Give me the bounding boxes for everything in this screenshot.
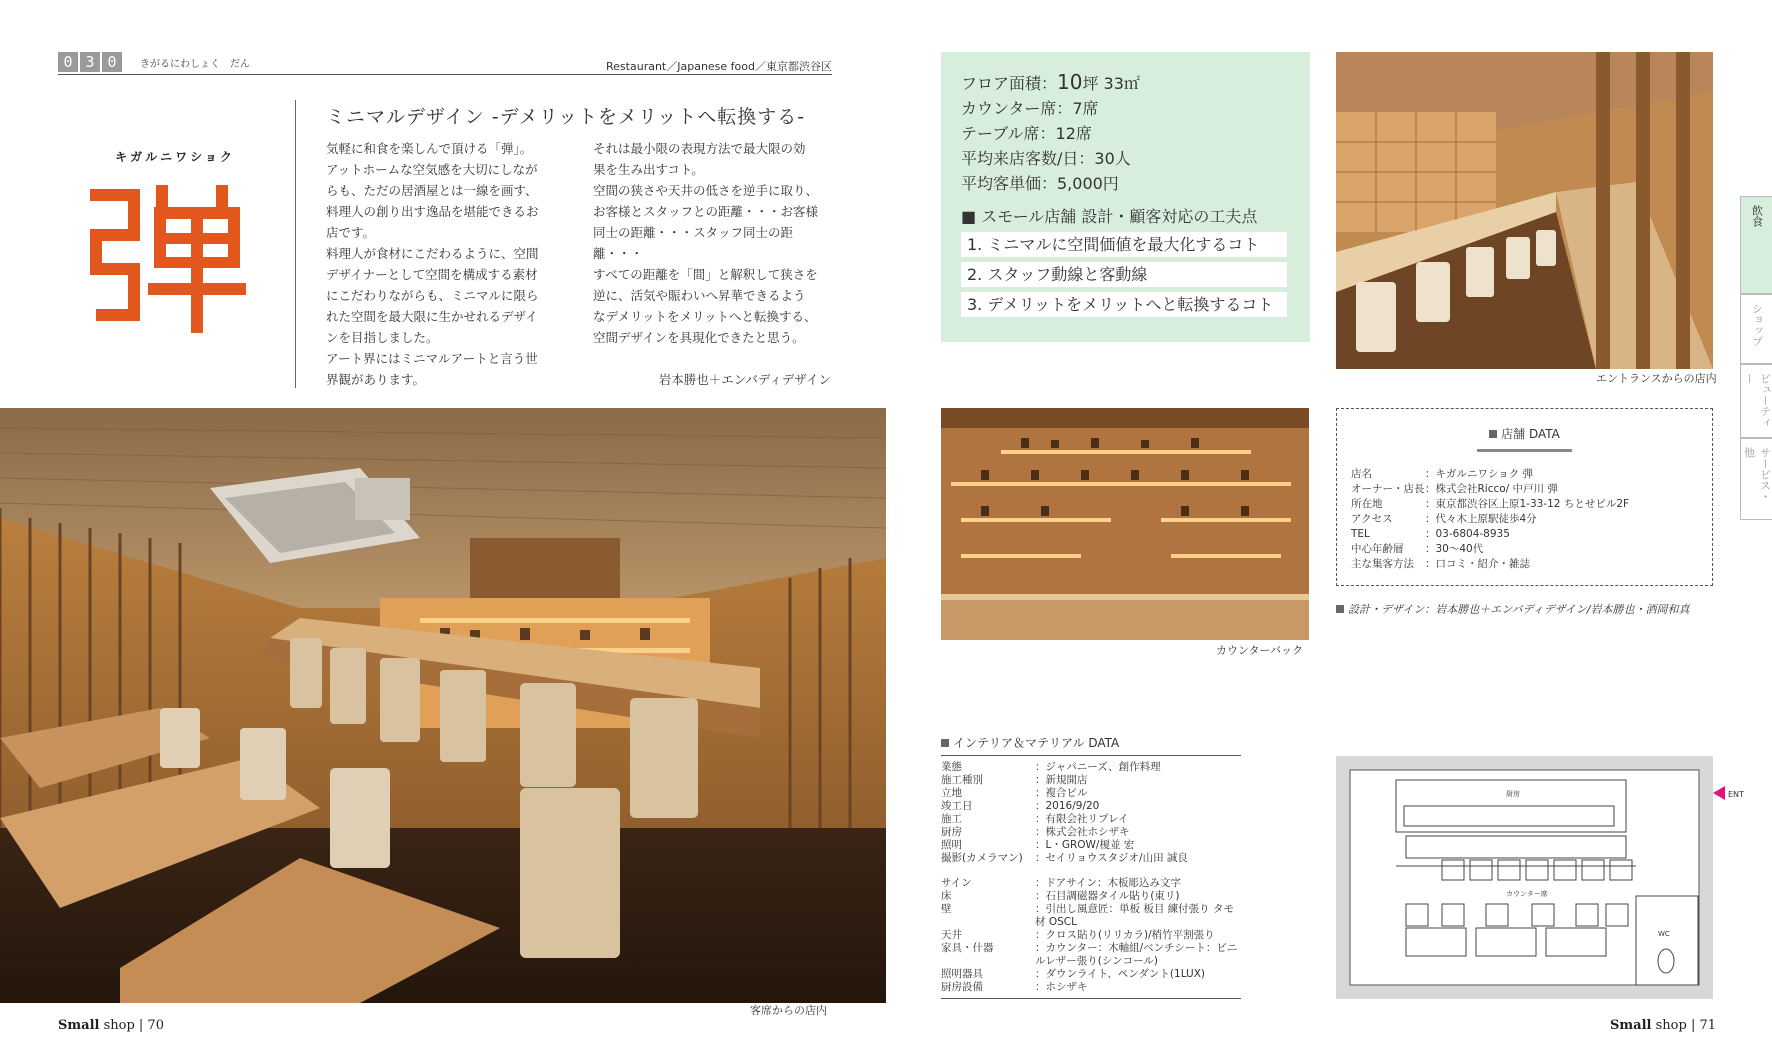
row-value: ：03-6804-8935 [1425, 528, 1510, 540]
row-key: アクセス [1351, 513, 1393, 525]
article-author: 岩本勝也＋エンバディデザイン [658, 372, 831, 387]
row-spacer [941, 865, 1241, 877]
row-key: 中心年齢層 [1351, 543, 1404, 555]
article-line: アットホームな空気感を大切にしなが [326, 162, 538, 177]
shop-data-row [1351, 527, 1629, 542]
row-key: 厨房設備 [941, 981, 983, 993]
shop-data-row [1351, 482, 1629, 497]
article-line: ンを目指しました。 [326, 330, 439, 345]
row-key: 主な集客方法 [1351, 558, 1414, 570]
article-line: らも、ただの居酒屋とは一線を画す、 [326, 183, 538, 198]
row-value: ：カウンター：木軸組/ベンチシート：ビニルレザー張り(シンコール) [1035, 942, 1238, 967]
spec-line: カウンター席：7席 [961, 99, 1099, 118]
spec-heading: ■ スモール店舗 設計・顧客対応の工夫点 [961, 207, 1258, 226]
row-value: ：有限会社リプレイ [1035, 813, 1129, 825]
interior-photo-entrance [1336, 52, 1713, 369]
row-value: ：セイリョウスタジオ/山田 誠良 [1035, 852, 1188, 864]
footer-page: shop | 71 [1651, 1018, 1716, 1033]
row-key: オーナー・店長 [1351, 483, 1425, 495]
article-column-1 [326, 138, 571, 390]
section-tabs [1740, 196, 1772, 520]
row-value: ：クロス貼り(リリカラ)/梢竹平割張り [1035, 929, 1215, 941]
interior-row [941, 942, 1241, 968]
spec-point: 3. デメリットをメリットへと転換するコト [961, 292, 1287, 317]
row-key: 厨房 [941, 826, 962, 838]
article-line: 界観があります。 [326, 372, 426, 387]
floor-plan [1336, 756, 1713, 999]
row-value: ：新規開店 [1035, 774, 1088, 786]
row-value: ：30〜40代 [1425, 543, 1484, 555]
footer-page: shop | 70 [99, 1018, 164, 1033]
tab-shop[interactable]: ショップ [1740, 294, 1772, 364]
article-line: 料理人が食材にこだわるように、空間 [326, 246, 539, 261]
row-key: TEL [1351, 528, 1370, 540]
article-line: 空間の狭さや天井の低さを逆手に取り、 [593, 183, 819, 198]
plan-counter-label: カウンター席 [1506, 890, 1548, 898]
row-value: ：株式会社Ricco/ 中戸川 弾 [1425, 483, 1558, 495]
row-value: ：2016/9/20 [1035, 800, 1100, 812]
row-key: 照明 [941, 839, 962, 851]
interior-row [941, 774, 1241, 787]
tab-beauty[interactable]: ビューティー [1740, 364, 1772, 438]
shop-data-title: 店舗 DATA [1337, 425, 1712, 442]
row-value: ：東京都渋谷区上原1-33-12 ちとせビル2F [1425, 498, 1630, 510]
plan-wc-label: WC [1658, 930, 1670, 938]
article-line: 逆に、活気や賑わいへ昇華できるよう [593, 288, 806, 303]
floor-area-unit: 坪 33㎡ [1082, 74, 1140, 93]
caption-counter: カウンターバック [1216, 644, 1304, 657]
row-value: ：株式会社ホシザキ [1035, 826, 1130, 838]
interior-data-title: インテリア＆マテリアル DATA [941, 734, 1241, 756]
shop-data-row [1351, 557, 1629, 572]
footer-right [1610, 1018, 1716, 1033]
interior-row [941, 813, 1241, 826]
interior-row [941, 787, 1241, 800]
footer-left [58, 1018, 164, 1033]
interior-row [941, 852, 1241, 865]
row-value: ：ジャパニーズ、創作料理 [1035, 761, 1161, 773]
footer-brand: Small [1610, 1018, 1652, 1033]
article-line: すべての距離を「間」と解釈して狭さを [593, 267, 818, 282]
row-key: 壁 [941, 903, 952, 915]
shop-data-box [1336, 408, 1713, 586]
shop-data-row [1351, 497, 1629, 512]
article-column-2 [593, 138, 838, 348]
interior-row [941, 826, 1241, 839]
row-key: 竣工日 [941, 800, 973, 812]
entrance-label: ENT [1728, 790, 1744, 799]
row-value: ：口コミ・紹介・雑誌 [1425, 558, 1530, 570]
counter-back-illustration [941, 408, 1309, 640]
shop-name-kana: きがるにわしょく だん [140, 59, 250, 70]
spec-line: 平均来店客数/日：30人 [961, 149, 1131, 168]
article-line: れた空間を最大限に生かせれるデザイ [326, 309, 538, 324]
article-line: 同士の距離・・・スタッフ同士の距離・・・ [593, 225, 794, 261]
interior-row [941, 903, 1241, 929]
caption-entrance: エントランスからの店内 [1596, 372, 1717, 385]
interior-row [941, 968, 1241, 981]
design-credit: 設計・デザイン：岩本勝也＋エンバディデザイン/岩本勝也・酒岡和真 [1336, 601, 1690, 617]
article-line: 気軽に和食を楽しんで頂ける「弾」。 [326, 141, 533, 156]
row-key: 家具・什器 [941, 942, 994, 954]
row-value: ：キガルニワショク 弾 [1425, 468, 1534, 480]
footer-brand: Small [58, 1018, 100, 1033]
page-digit: 0 [58, 52, 78, 72]
header-divider [58, 74, 832, 75]
spec-point: 1. ミニマルに空間価値を最大化するコト [961, 232, 1287, 257]
interior-row [941, 877, 1241, 890]
floor-area-label: フロア面積： [961, 74, 1058, 93]
entrance-arrow-icon [1713, 786, 1753, 800]
row-key: 施工 [941, 813, 962, 825]
logo-kana: キガルニワショク [115, 150, 235, 164]
article-line: にこだわりながらも、ミニマルに限ら [326, 288, 539, 303]
interior-row [941, 800, 1241, 813]
row-value: ：引出し風意匠：単板 板目 練付張り タモ材 OSCL [1035, 903, 1235, 928]
row-key: 床 [941, 890, 952, 902]
article-line: 店です。 [326, 225, 376, 240]
article-line: 果を生み出すコト。 [593, 162, 704, 177]
row-value: ：ダウンライト、ペンダント(1LUX) [1035, 968, 1206, 980]
spec-line: テーブル席：12席 [961, 124, 1092, 143]
row-value: ：代々木上原駅徒歩4分 [1425, 513, 1537, 525]
row-value: ：石目調磁器タイル貼り(東リ) [1035, 890, 1180, 902]
shop-logo [88, 185, 248, 335]
tab-service[interactable]: サービス・他 [1740, 438, 1772, 520]
interior-row [941, 929, 1241, 942]
interior-row [941, 981, 1241, 994]
shop-data-row [1351, 467, 1629, 482]
article-line: アート界にはミニマルアートと言う世 [326, 351, 538, 366]
entrance-illustration [1336, 52, 1713, 369]
interior-illustration [0, 408, 886, 1003]
row-key: 天井 [941, 929, 962, 941]
floor-area-value: 10 [1057, 70, 1083, 94]
row-key: 店名 [1351, 468, 1372, 480]
interior-row [941, 761, 1241, 774]
interior-photo-counter-back [941, 408, 1309, 640]
article-line: なデメリットをメリットへと転換する、 [593, 309, 817, 324]
shop-data-row [1351, 512, 1629, 527]
row-value: ：ドアサイン：木板彫込み文字 [1035, 877, 1181, 889]
article-line: 空間デザインを具現化できたと思う。 [593, 330, 805, 345]
row-value: ：L・GROW/榎並 宏 [1035, 839, 1135, 851]
plan-kitchen-label: 厨房 [1506, 790, 1520, 798]
interior-photo-seating [0, 408, 886, 1003]
article-line: 料理人の創り出す逸品を堪能できるお [326, 204, 539, 219]
row-key: 撮影(カメラマン) [941, 852, 1023, 864]
page-number-badge [58, 52, 122, 72]
shop-data-row [1351, 542, 1629, 557]
row-key: 立地 [941, 787, 962, 799]
row-key: 施工種別 [941, 774, 983, 786]
article-line: お客様とスタッフとの距離・・・お客様 [593, 204, 819, 219]
vertical-divider [295, 100, 296, 388]
row-value: ：ホシザキ [1035, 981, 1088, 993]
spec-point: 2. スタッフ動線と客動線 [961, 262, 1287, 287]
interior-data-rows [941, 761, 1241, 994]
interior-data-bottom-rule [941, 998, 1241, 999]
shop-data-rows [1351, 467, 1629, 572]
row-key: 業態 [941, 761, 962, 773]
row-key: 所在地 [1351, 498, 1383, 510]
row-key: 照明器具 [941, 968, 983, 980]
spec-box [941, 52, 1310, 342]
floor-area [961, 70, 1290, 96]
shop-data-underline [1477, 449, 1572, 452]
row-key: サイン [941, 877, 972, 889]
article-line: それは最小限の表現方法で最大限の効 [593, 141, 806, 156]
page-digit: 0 [102, 52, 122, 72]
interior-row [941, 890, 1241, 903]
interior-row [941, 839, 1241, 852]
caption-main: 客席からの店内 [750, 1004, 827, 1017]
interior-data [941, 734, 1241, 999]
article-headline: ミニマルデザイン -デメリットをメリットへ転換する- [326, 106, 806, 128]
tab-food[interactable]: 飲食 [1740, 196, 1772, 294]
page-digit: 3 [80, 52, 100, 72]
category-label: Restaurant／Japanese food／東京都渋谷区 [606, 60, 832, 73]
row-value: ：複合ビル [1035, 787, 1088, 799]
article-line: デザイナーとして空間を構成する素材 [326, 267, 538, 282]
spec-line: 平均客単価：5,000円 [961, 174, 1119, 193]
